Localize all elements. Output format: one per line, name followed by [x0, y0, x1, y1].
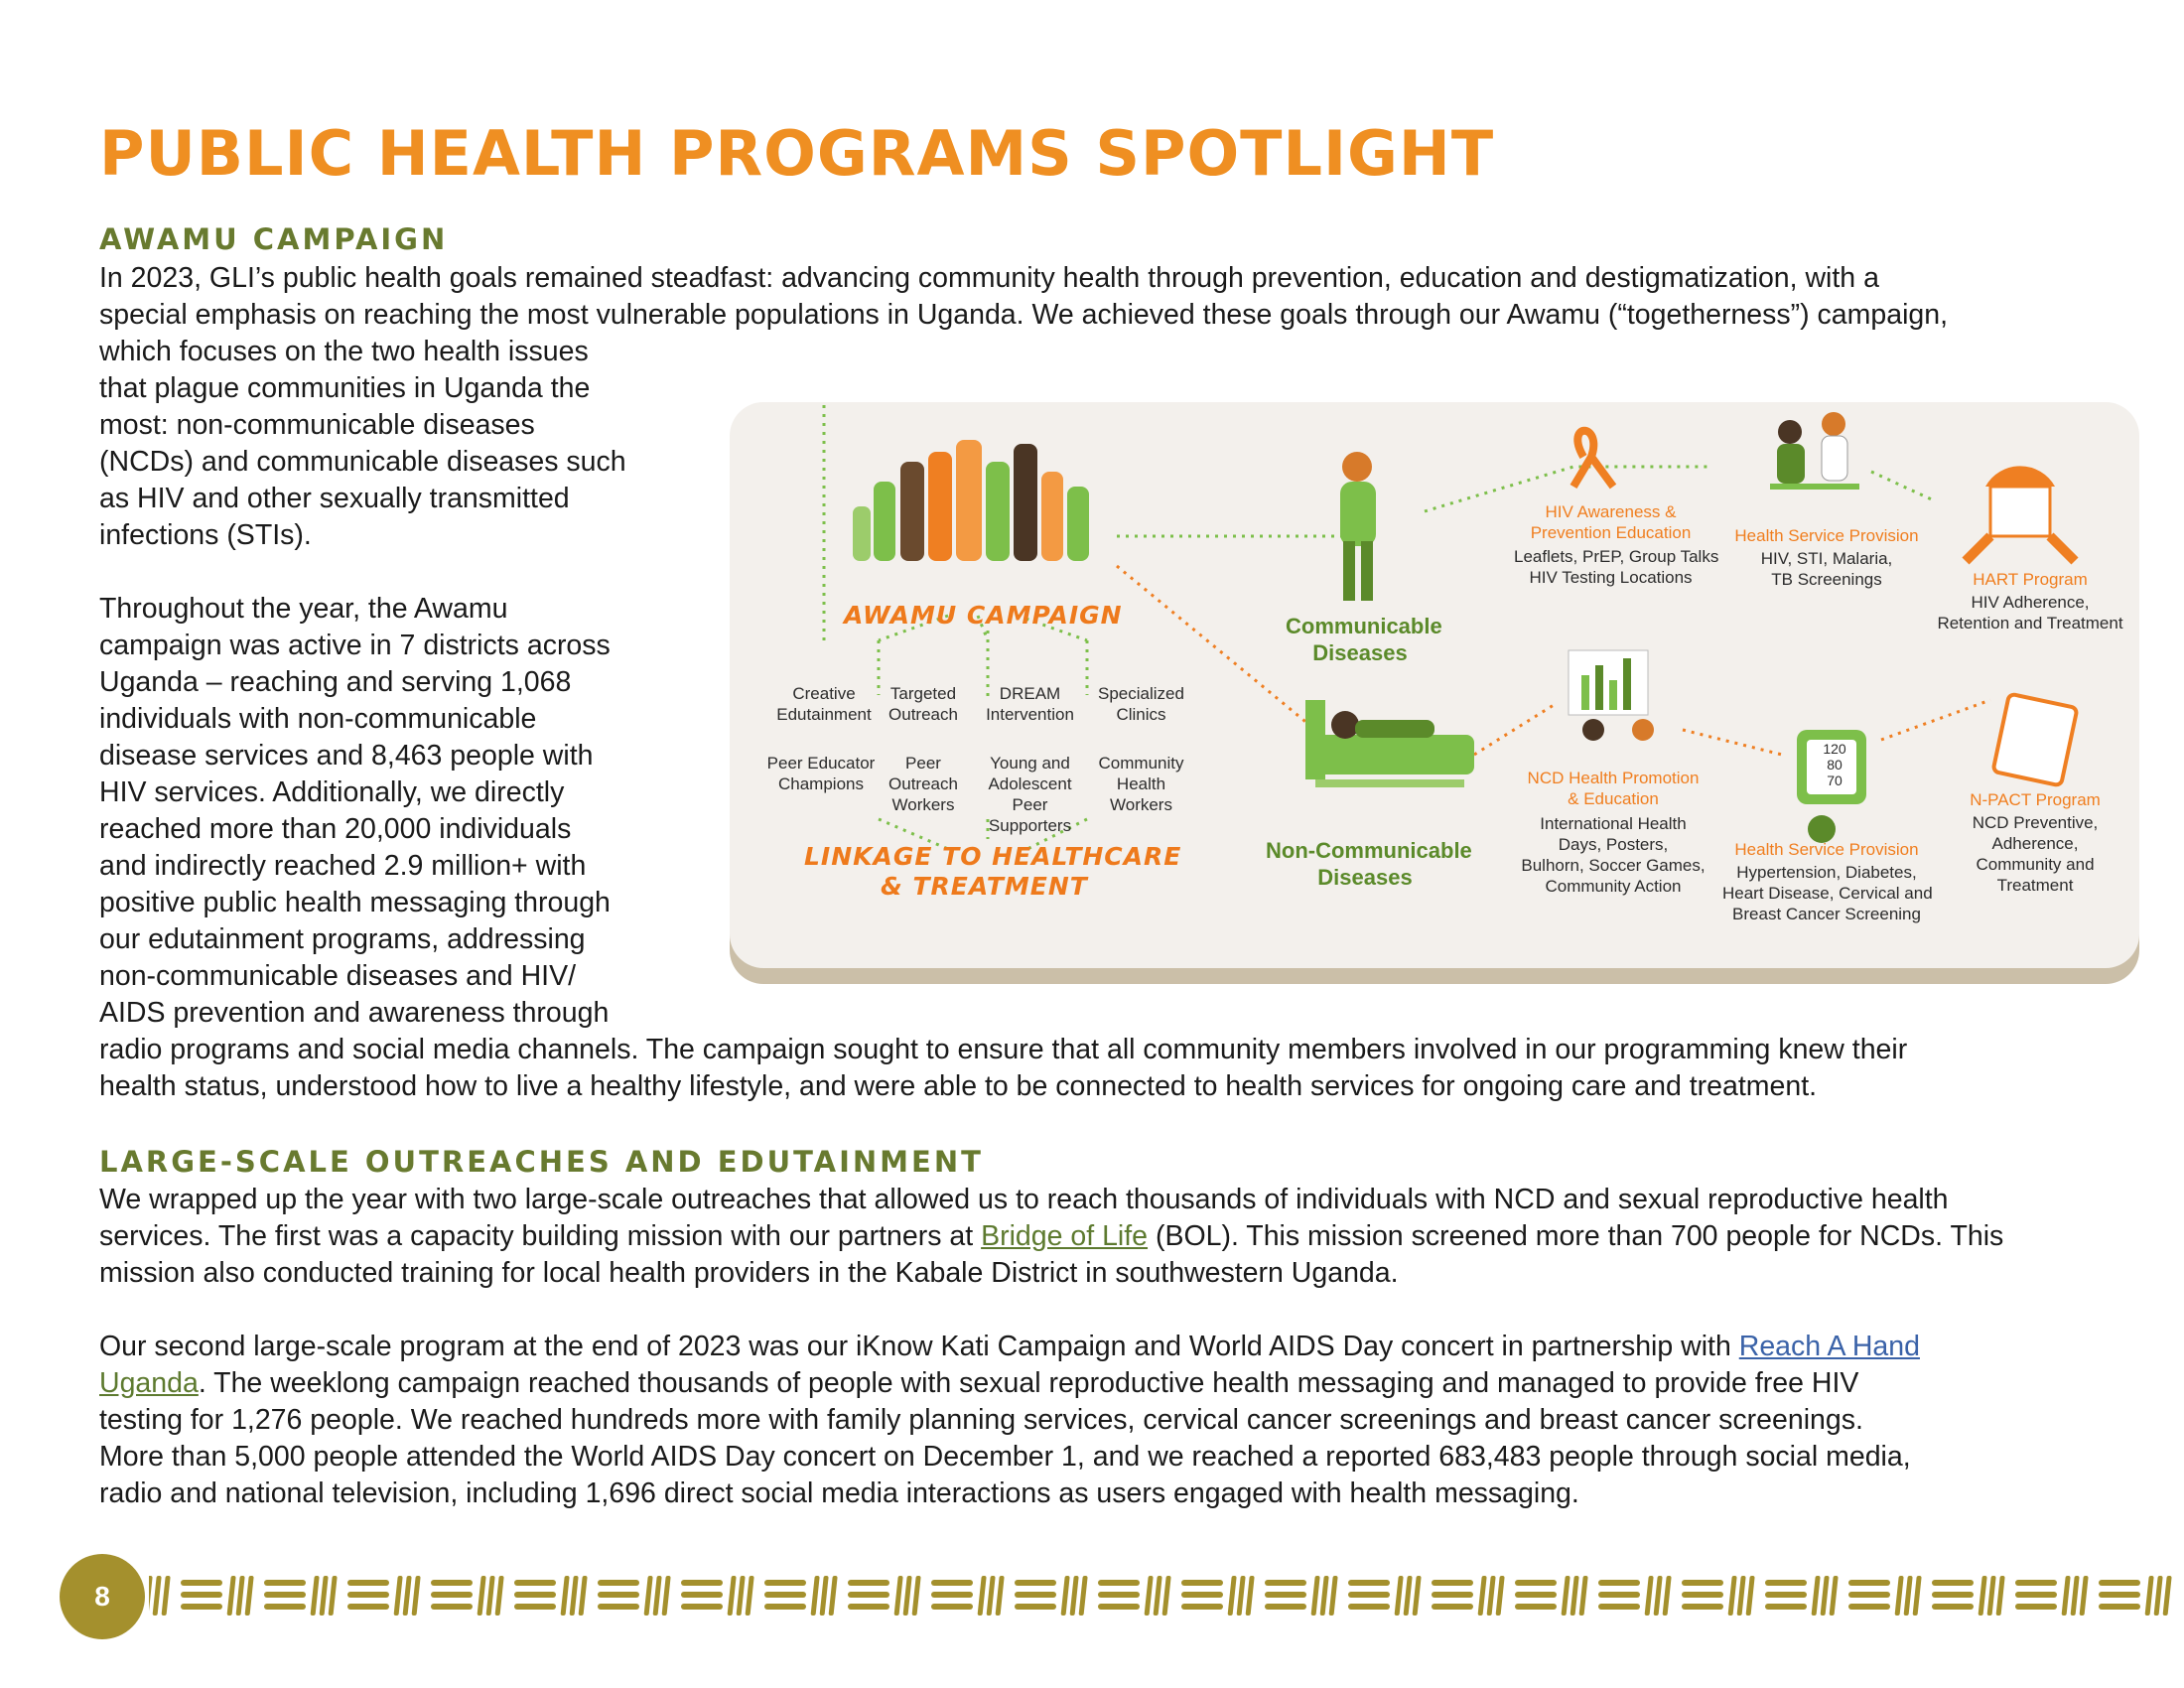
pattern-bar — [978, 1576, 987, 1616]
health-service-illustration — [1770, 412, 1859, 490]
pattern-dash — [848, 1580, 889, 1586]
pattern-bar — [153, 1576, 162, 1616]
pattern-bar — [1737, 1576, 1746, 1616]
service-peer-outreach: Peer Outreach Workers — [888, 754, 958, 814]
hiv-awareness-title: HIV Awareness & Prevention Education — [1530, 502, 1692, 542]
pattern-bar — [737, 1576, 746, 1616]
pattern-bar — [1996, 1576, 2005, 1616]
pattern-dash — [598, 1592, 639, 1598]
pattern-dash — [1015, 1604, 1056, 1610]
pattern-bar — [1404, 1576, 1413, 1616]
pattern-bar — [245, 1576, 254, 1616]
pattern-dash — [2015, 1580, 2057, 1586]
pattern-dash — [264, 1592, 306, 1598]
pattern-bar — [1061, 1576, 1070, 1616]
pattern-dash — [1765, 1580, 1807, 1586]
pattern-dash — [1848, 1604, 1890, 1610]
pattern-dash — [347, 1592, 389, 1598]
pattern-bar — [1311, 1576, 1320, 1616]
service-specialized-clinics: Specialized Clinics — [1098, 684, 1184, 724]
bridge-of-life-link[interactable]: Bridge of Life — [981, 1220, 1149, 1252]
awamu-line: disease services and 8,463 people with — [99, 740, 594, 772]
pattern-bar — [2062, 1576, 2071, 1616]
awamu-line: most: non-communicable diseases — [99, 409, 535, 441]
awamu-line: special emphasis on reaching the most vulnerable populations in Uganda. We achieved these goals through our Awamu (“togetherness”) campaign, — [99, 299, 1949, 331]
pattern-dash — [514, 1592, 556, 1598]
pattern-dash — [1932, 1592, 1974, 1598]
awamu-heading: AWAMU CAMPAIGN — [99, 222, 449, 256]
pattern-dash — [681, 1592, 723, 1598]
pattern-bar — [561, 1576, 570, 1616]
bp-reading-diastolic: 80 — [1827, 757, 1843, 773]
service-young-adolescent: Young and Adolescent Peer Supporters — [988, 754, 1072, 835]
pattern-bar — [894, 1576, 903, 1616]
awamu-line: non-communicable diseases and HIV/ — [99, 960, 577, 992]
pattern-dash — [1682, 1580, 1723, 1586]
pattern-dash — [1682, 1604, 1723, 1610]
pattern-bar — [1645, 1576, 1654, 1616]
hsp2-body: Hypertension, Diabetes, Heart Disease, Cervical and Breast Cancer Screening — [1722, 863, 1933, 923]
pattern-bar — [1478, 1576, 1487, 1616]
text-run: services. The first was a capacity building mission with our partners at — [99, 1220, 982, 1252]
outreach-p1-line2 — [99, 1218, 2003, 1255]
pattern-dash — [2099, 1592, 2140, 1598]
pattern-dash — [1848, 1580, 1890, 1586]
pattern-bar — [811, 1576, 820, 1616]
awamu-line: infections (STIs). — [99, 519, 312, 551]
pattern-dash — [514, 1580, 556, 1586]
awamu-line: individuals with non-communicable — [99, 703, 537, 735]
pattern-bar — [653, 1576, 662, 1616]
pattern-bar — [1562, 1576, 1570, 1616]
awamu-line: AIDS prevention and awareness through — [99, 997, 610, 1029]
pattern-dash — [1765, 1604, 1807, 1610]
pattern-bar — [1496, 1576, 1505, 1616]
pattern-dash — [1515, 1580, 1557, 1586]
pattern-bar — [820, 1576, 829, 1616]
awamu-line: and indirectly reached 2.9 million+ with — [99, 850, 587, 882]
pattern-dash — [1432, 1604, 1473, 1610]
pattern-dash — [431, 1580, 473, 1586]
pattern-bar — [1070, 1576, 1079, 1616]
pattern-dash — [1181, 1604, 1223, 1610]
pattern-dash — [848, 1604, 889, 1610]
awamu-line: In 2023, GLI’s public health goals remained steadfast: advancing community health through prevention, education and destigmatization, with a — [99, 262, 1879, 294]
pattern-dash — [1098, 1604, 1140, 1610]
awamu-line: health status, understood how to live a healthy lifestyle, and were able to be connected to health services for ongoing care and treatment. — [99, 1070, 1818, 1102]
pattern-bar — [1237, 1576, 1246, 1616]
pattern-dash — [1348, 1604, 1390, 1610]
awamu-line: campaign was active in 7 districts across — [99, 630, 611, 661]
pattern-dash — [1932, 1580, 1974, 1586]
bp-reading-systolic: 120 — [1823, 741, 1846, 757]
awamu-line: (NCDs) and communicable diseases such — [99, 446, 626, 478]
awamu-line: our edutainment programs, addressing — [99, 923, 586, 955]
pattern-bar — [2080, 1576, 2089, 1616]
pattern-bar — [1413, 1576, 1422, 1616]
pattern-bar — [394, 1576, 403, 1616]
pattern-dash — [764, 1604, 806, 1610]
page-number: 8 — [60, 1554, 145, 1639]
pattern-dash — [931, 1604, 973, 1610]
hospital-bed-illustration — [1305, 700, 1474, 787]
pattern-dash — [931, 1592, 973, 1598]
pattern-bar — [1246, 1576, 1255, 1616]
pattern-dash — [1932, 1604, 1974, 1610]
pattern-dash — [598, 1604, 639, 1610]
hsp1-title: Health Service Provision — [1734, 526, 1919, 545]
outreach-heading: LARGE-SCALE OUTREACHES AND EDUTAINMENT — [99, 1145, 984, 1179]
pattern-bar — [486, 1576, 495, 1616]
service-peer-educator: Peer Educator Champions — [766, 754, 876, 793]
pattern-bar — [1654, 1576, 1663, 1616]
pattern-bar — [662, 1576, 671, 1616]
communicable-person-illustration — [1340, 452, 1376, 601]
awamu-line: positive public health messaging through — [99, 887, 611, 918]
awamu-line: HIV services. Additionally, we directly — [99, 776, 565, 808]
pattern-dash — [1348, 1580, 1390, 1586]
pattern-bar — [1079, 1576, 1088, 1616]
outreach-p1-line3: mission also conducted training for local health providers in the Kabale District in southwestern Uganda. — [99, 1257, 1399, 1289]
pattern-dash — [1181, 1592, 1223, 1598]
awamu-line: radio programs and social media channels. The campaign sought to ensure that all community members involved in our programming knew their — [99, 1034, 1908, 1065]
outreach-body — [99, 1182, 2003, 1512]
pattern-bar — [1895, 1576, 1904, 1616]
pattern-bar — [1395, 1576, 1404, 1616]
pattern-dash — [681, 1580, 723, 1586]
pattern-dash — [1598, 1592, 1640, 1598]
pattern-bar — [2145, 1576, 2154, 1616]
pattern-dash — [2099, 1604, 2140, 1610]
pattern-bar — [1570, 1576, 1579, 1616]
pattern-dash — [1598, 1604, 1640, 1610]
pattern-bar — [236, 1576, 245, 1616]
outreach-p2-line3: testing for 1,276 people. We reached hundreds more with family planning services, cervical cancer screenings and breast cancer screenings. — [99, 1404, 1863, 1436]
service-creative-edutainment: Creative Edutainment — [776, 684, 872, 724]
pattern-dash — [347, 1580, 389, 1586]
pattern-dash — [181, 1592, 222, 1598]
awamu-line: reached more than 20,000 individuals — [99, 813, 572, 845]
text-run: Our second large-scale program at the end of 2023 was our iKnow Kati Campaign and World AIDS Day concert in partnership with — [99, 1331, 1739, 1362]
outreach-p2-line1 — [99, 1329, 2003, 1365]
pattern-bar — [227, 1576, 236, 1616]
pattern-bar — [1154, 1576, 1162, 1616]
clipboard-icon — [1992, 694, 2077, 786]
awamu-line: Throughout the year, the Awamu — [99, 593, 508, 625]
pattern-bar — [1821, 1576, 1830, 1616]
pattern-bar — [1746, 1576, 1755, 1616]
pattern-dash — [1265, 1580, 1306, 1586]
communicable-label: Communicable Diseases — [1286, 614, 1442, 665]
ncd-promotion-illustration — [1569, 650, 1654, 741]
outreach-p2-line2 — [99, 1365, 2003, 1402]
pattern-dash — [431, 1604, 473, 1610]
pattern-dash — [514, 1604, 556, 1610]
pattern-bar — [987, 1576, 996, 1616]
hiv-ribbon-icon — [1573, 431, 1613, 487]
pattern-dash — [431, 1592, 473, 1598]
pattern-bar — [478, 1576, 486, 1616]
awamu-line: which focuses on the two health issues — [99, 336, 589, 367]
pattern-bar — [495, 1576, 504, 1616]
awamu-line: Uganda – reaching and serving 1,068 — [99, 666, 572, 698]
pattern-dash — [1848, 1592, 1890, 1598]
text-run: (BOL). This mission screened more than 700 people for NCDs. This — [1148, 1220, 2004, 1252]
pattern-dash — [181, 1604, 222, 1610]
pattern-bar — [1904, 1576, 1913, 1616]
pattern-dash — [1098, 1592, 1140, 1598]
non-communicable-label: Non-Communicable Diseases — [1266, 838, 1472, 890]
pattern-dash — [1265, 1604, 1306, 1610]
pattern-dash — [1432, 1592, 1473, 1598]
pattern-bar — [1579, 1576, 1588, 1616]
footer-pattern — [149, 1564, 2174, 1633]
npact-title: N-PACT Program — [1970, 790, 2101, 809]
pattern-bar — [1812, 1576, 1821, 1616]
linkage-line2: & TREATMENT — [881, 872, 1088, 901]
pattern-dash — [2015, 1604, 2057, 1610]
raised-hands-illustration — [853, 440, 1089, 561]
pattern-dash — [264, 1604, 306, 1610]
reach-a-hand-link[interactable]: Reach A Hand — [1738, 1331, 1920, 1362]
service-targeted-outreach: Targeted Outreach — [888, 684, 958, 724]
awamu-infographic — [730, 402, 2139, 968]
pattern-dash — [931, 1580, 973, 1586]
pattern-bar — [1987, 1576, 1996, 1616]
pattern-dash — [2099, 1580, 2140, 1586]
pattern-dash — [1348, 1592, 1390, 1598]
pattern-bar — [903, 1576, 912, 1616]
pattern-bar — [311, 1576, 320, 1616]
pattern-bar — [2163, 1576, 2172, 1616]
pattern-bar — [1913, 1576, 1922, 1616]
awamu-line: as HIV and other sexually transmitted — [99, 483, 570, 514]
pattern-dash — [181, 1580, 222, 1586]
pattern-bar — [403, 1576, 412, 1616]
pattern-dash — [1265, 1592, 1306, 1598]
outreach-p2-line5: radio and national television, including 1,696 direct social media interactions as users engaged with health messaging. — [99, 1477, 1579, 1509]
outreach-p1-line1: We wrapped up the year with two large-scale outreaches that allowed us to reach thousands of individuals with NCD and sexual reproductive health — [99, 1184, 1949, 1215]
pattern-dash — [1515, 1604, 1557, 1610]
pattern-bar — [1728, 1576, 1737, 1616]
pattern-bar — [728, 1576, 737, 1616]
service-community-health: Community Health Workers — [1098, 754, 1184, 814]
page-title: PUBLIC HEALTH PROGRAMS SPOTLIGHT — [99, 117, 1495, 190]
pattern-bar — [412, 1576, 421, 1616]
hart-title: HART Program — [1973, 570, 2088, 589]
pattern-dash — [848, 1592, 889, 1598]
pattern-bar — [149, 1576, 153, 1616]
pattern-dash — [1682, 1592, 1723, 1598]
pattern-bar — [1830, 1576, 1839, 1616]
pattern-bar — [320, 1576, 329, 1616]
pattern-bar — [162, 1576, 171, 1616]
pattern-dash — [681, 1604, 723, 1610]
pattern-dash — [264, 1580, 306, 1586]
pattern-bar — [329, 1576, 338, 1616]
campaign-title: AWAMU CAMPAIGN — [844, 601, 1123, 630]
pattern-bar — [912, 1576, 921, 1616]
pattern-dash — [2015, 1592, 2057, 1598]
outreach-p2-line4: More than 5,000 people attended the World AIDS Day concert on December 1, and we reached a reported 683,483 people through social media, — [99, 1441, 1911, 1473]
reach-a-hand-link-cont[interactable]: Uganda — [99, 1367, 199, 1399]
hart-body: HIV Adherence, Retention and Treatment — [1937, 593, 2123, 633]
pattern-dash — [1015, 1580, 1056, 1586]
pattern-bar — [1145, 1576, 1154, 1616]
pattern-bar — [746, 1576, 754, 1616]
pattern-dash — [347, 1604, 389, 1610]
pattern-dash — [598, 1580, 639, 1586]
awamu-line: that plague communities in Uganda the — [99, 372, 591, 404]
calendar-icon — [1966, 466, 2075, 561]
pattern-bar — [1979, 1576, 1987, 1616]
text-run: . The weeklong campaign reached thousands of people with sexual reproductive health messaging and managed to provide free HIV — [198, 1367, 1859, 1399]
pattern-bar — [996, 1576, 1005, 1616]
pattern-bar — [829, 1576, 838, 1616]
hsp1-body: HIV, STI, Malaria, TB Screenings — [1760, 549, 1893, 589]
pattern-bar — [570, 1576, 579, 1616]
pattern-dash — [1432, 1580, 1473, 1586]
pattern-bar — [1663, 1576, 1672, 1616]
ncd-promo-title: NCD Health Promotion & Education — [1527, 769, 1700, 808]
pattern-dash — [1181, 1580, 1223, 1586]
pattern-dash — [1015, 1592, 1056, 1598]
pattern-dash — [764, 1592, 806, 1598]
pattern-bar — [1320, 1576, 1329, 1616]
pattern-bar — [1228, 1576, 1237, 1616]
hiv-awareness-body: Leaflets, PrEP, Group Talks HIV Testing Locations — [1514, 547, 1719, 587]
pattern-bar — [2071, 1576, 2080, 1616]
pattern-bar — [1487, 1576, 1496, 1616]
hsp2-title: Health Service Provision — [1734, 840, 1919, 859]
pattern-bar — [579, 1576, 588, 1616]
pattern-bar — [1162, 1576, 1171, 1616]
ncd-promo-body: International Health Days, Posters, Bulhorn, Soccer Games, Community Action — [1521, 814, 1706, 896]
pattern-dash — [764, 1580, 806, 1586]
bp-reading-pulse: 70 — [1827, 773, 1843, 788]
linkage-line1: LINKAGE TO HEALTHCARE — [804, 842, 1182, 871]
pattern-bar — [2154, 1576, 2163, 1616]
pattern-bar — [644, 1576, 653, 1616]
npact-body: NCD Preventive, Adherence, Community and Treatment — [1972, 813, 2099, 895]
pattern-bar — [1329, 1576, 1338, 1616]
service-dream-intervention: DREAM Intervention — [986, 684, 1074, 724]
pattern-dash — [1598, 1580, 1640, 1586]
pattern-dash — [1098, 1580, 1140, 1586]
pattern-dash — [1515, 1592, 1557, 1598]
pattern-dash — [1765, 1592, 1807, 1598]
